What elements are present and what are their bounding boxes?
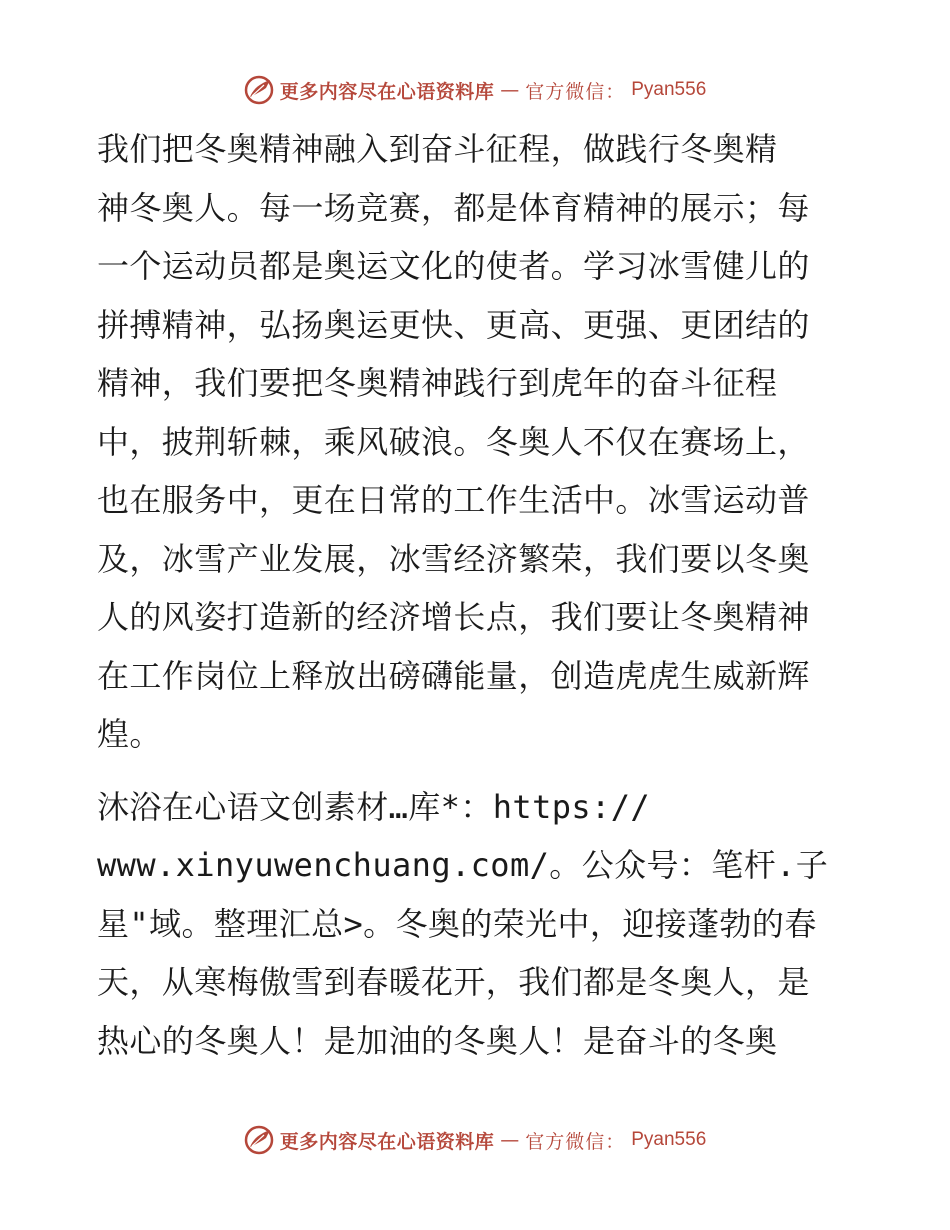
text-line: 热心的冬奥人！是加油的冬奥人！是奋斗的冬奥 <box>97 1021 778 1060</box>
brand-separator: — <box>500 1129 520 1151</box>
text-line: www.xinyuwenchuang.com/。公众号：笔杆.子 <box>97 846 829 884</box>
brand-name: 更多内容尽在心语资料库 <box>279 80 495 103</box>
text-line: 天，从寒梅傲雪到春暖花开，我们都是冬奥人，是 <box>97 963 810 1001</box>
text-line: 星"域。整理汇总>。冬奥的荣光中，迎接蓬勃的春 <box>97 904 817 943</box>
text-line: 精神，我们要把冬奥精神践行到虎年的奋斗征程 <box>97 364 778 402</box>
text-line: 神冬奥人。每一场竞赛，都是体育精神的展示；每 <box>97 188 810 227</box>
document-body <box>97 120 857 1070</box>
page-header <box>0 70 950 110</box>
brand-watermark <box>244 75 707 105</box>
text-line: 拼搏精神，弘扬奥运更快、更高、更强、更团结的 <box>97 305 810 344</box>
paragraph-gap <box>97 764 857 778</box>
pen-logo-icon <box>244 1125 274 1155</box>
text-line: 一个运动员都是奥运文化的使者。学习冰雪健儿的 <box>97 247 810 285</box>
text-line: 人的风姿打造新的经济增长点，我们要让冬奥精神 <box>97 598 810 636</box>
wechat-label: 官方微信： <box>525 80 626 103</box>
paragraph-1 <box>97 120 857 764</box>
page-footer <box>0 1120 950 1160</box>
brand-watermark <box>244 1125 707 1155</box>
text-line: 在工作岗位上释放出磅礴能量，创造虎虎生威新辉 <box>97 656 810 695</box>
text-line: 也在服务中，更在日常的工作生活中。冰雪运动普 <box>97 481 810 519</box>
brand-separator: — <box>500 79 520 101</box>
text-line: 煌。 <box>97 715 162 753</box>
brand-name: 更多内容尽在心语资料库 <box>279 1130 495 1153</box>
text-line: 我们把冬奥精神融入到奋斗征程，做践行冬奥精 <box>97 130 778 168</box>
text-line: 沐浴在心语文创素材…库*：https:// <box>97 787 651 826</box>
wechat-label: 官方微信： <box>525 1130 626 1153</box>
text-line: 中，披荆斩棘，乘风破浪。冬奥人不仅在赛场上， <box>97 422 810 461</box>
wechat-id: Pyan556 <box>631 1129 707 1150</box>
pen-logo-icon <box>244 75 274 105</box>
wechat-id: Pyan556 <box>631 79 707 100</box>
text-line: 及，冰雪产业发展，冰雪经济繁荣，我们要以冬奥 <box>97 539 810 578</box>
paragraph-2 <box>97 778 857 1071</box>
